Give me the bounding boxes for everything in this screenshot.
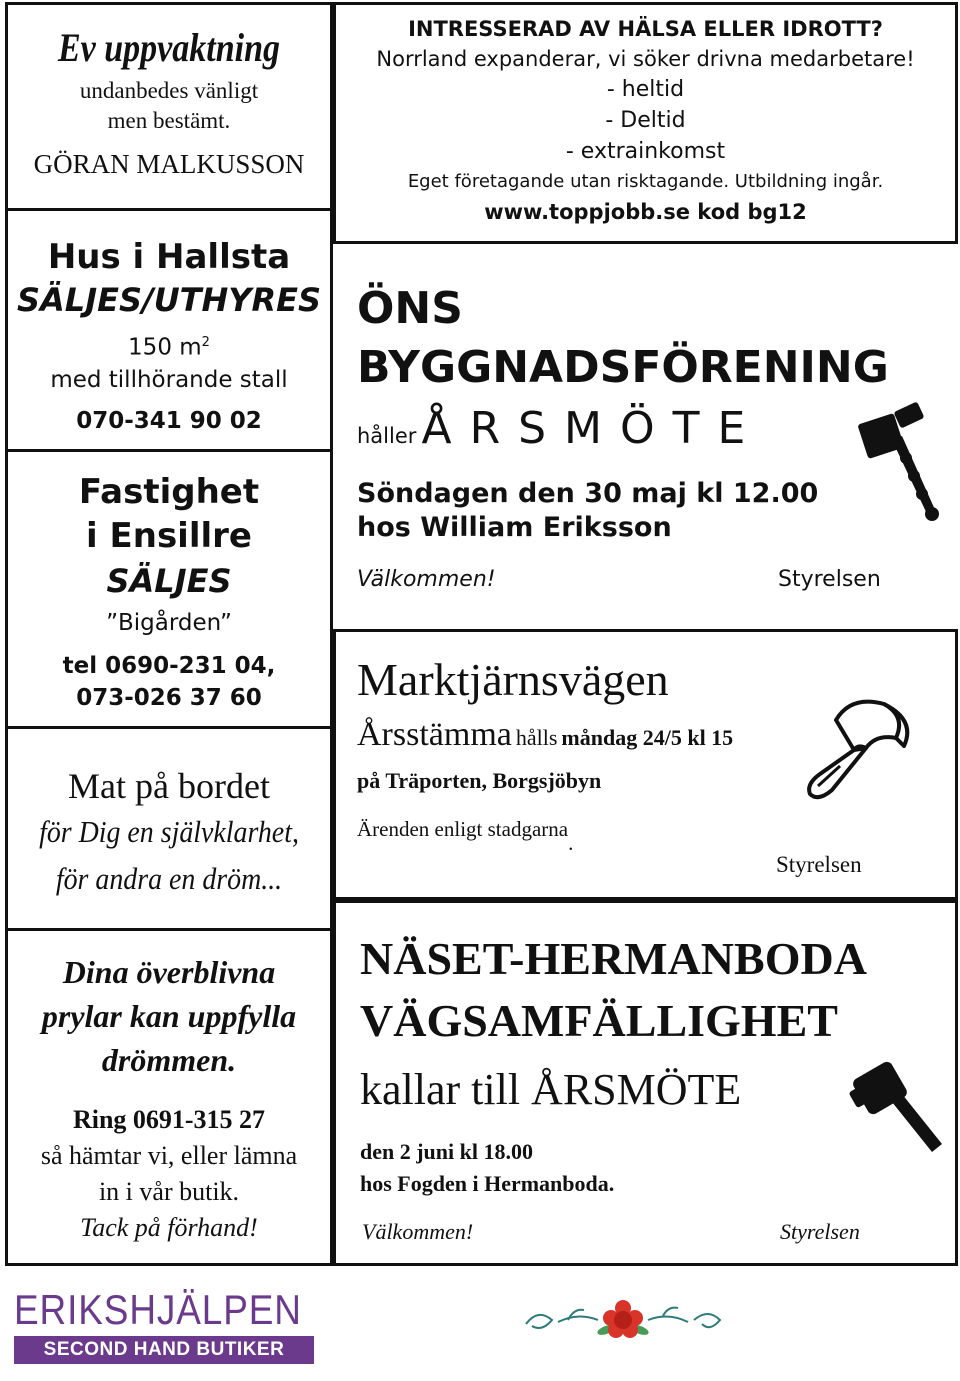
fastighet-phone2: 073-026 37 60 [76, 685, 262, 711]
divider [5, 449, 333, 452]
gavel-icon [848, 1058, 948, 1158]
hus-size [8, 326, 330, 365]
ons-title1: ÖNS [357, 283, 463, 334]
erik-thanks: Tack på förhand! [80, 1213, 258, 1242]
ad-markt [357, 652, 797, 855]
halsa-web: www.toppjobb.se kod bg12 [484, 200, 807, 224]
halsa-intro: Norrland expanderar, vi söker drivna medarbetare! [376, 47, 915, 71]
divider [5, 928, 333, 931]
erik-line1: Dina överblivna [62, 954, 276, 990]
ons-meeting: Å R S M Ö T E [421, 403, 748, 454]
markt-title: Marktjärnsvägen [357, 654, 669, 705]
markt-signed: Styrelsen [776, 852, 862, 877]
halsa-heading: INTRESSERAD AV HÄLSA ELLER IDROTT? [408, 17, 883, 41]
ons-meeting-line [357, 400, 917, 467]
fastighet-line1: Fastighet [78, 472, 260, 512]
halsa-note: Eget företagande utan risktagande. Utbildning ingår. [407, 171, 884, 192]
divider [5, 208, 333, 211]
hus-title: Hus i Hallsta [47, 237, 291, 277]
markt-agenda-line [357, 814, 797, 855]
gavel-icon [858, 400, 948, 525]
markt-meeting-big: Årsstämma [357, 716, 512, 753]
erikshjalpen-logo-name: ERIKSHJÄLPEN [14, 1286, 302, 1333]
ons-place: hos William Eriksson [357, 512, 672, 543]
naset-date: den 2 juni kl 18.00 [360, 1139, 533, 1164]
mat-line1: för Dig en självklarhet, [39, 814, 299, 849]
ad-halsa [336, 14, 955, 227]
ons-welcome: Välkommen! [357, 567, 496, 592]
naset-welcome: Välkommen! [362, 1219, 474, 1244]
erik-text1: så hämtar vi, eller lämna [40, 1141, 298, 1170]
ad-erikshjalpen [8, 950, 330, 1246]
halsa-opt1: - heltid [606, 77, 685, 102]
markt-agenda-dot: . [568, 831, 574, 855]
erik-line2: prylar kan uppfylla [41, 998, 297, 1034]
uppvaktning-name: GÖRAN MALKUSSON [33, 149, 305, 179]
hus-phone: 070-341 90 02 [76, 407, 262, 434]
uppvaktning-line2: men bestämt. [107, 108, 231, 133]
fastighet-status: SÄLJES [106, 562, 232, 600]
hus-size-sup: 2 [201, 335, 210, 350]
ons-signed: Styrelsen [778, 567, 881, 592]
markt-place: på Träporten, Borgsjöbyn [357, 768, 602, 793]
erik-text2: in i vår butik. [98, 1177, 240, 1206]
fastighet-name: ”Bigården” [106, 610, 232, 636]
erikshjalpen-logo-sub: SECOND HAND BUTIKER [14, 1336, 314, 1364]
fastighet-line2: i Ensillre [86, 516, 252, 556]
hus-status: SÄLJES/UTHYRES [16, 281, 321, 319]
erik-line3: drömmen. [101, 1042, 237, 1078]
markt-agenda: Ärenden enligt stadgarna [357, 817, 569, 841]
ad-hus [8, 236, 330, 437]
markt-meeting-date: måndag 24/5 kl 15 [561, 725, 734, 750]
uppvaktning-line1: undanbedes vänligt [79, 78, 259, 103]
ons-date: Söndagen den 30 maj kl 12.00 [357, 478, 819, 509]
mat-line2: för andra en dröm... [55, 861, 283, 896]
ons-haller: håller [357, 424, 417, 448]
markt-meeting [357, 712, 797, 764]
markt-meeting-rest: hålls [515, 725, 558, 750]
ons-title2: BYGGNADSFÖRENING [357, 342, 889, 393]
erikshjalpen-logo [14, 1286, 316, 1368]
naset-signed: Styrelsen [780, 1219, 860, 1244]
hus-size-value: 150 m [128, 334, 202, 361]
naset-place: hos Fogden i Hermanboda. [360, 1171, 615, 1196]
ad-ons [357, 280, 917, 545]
ad-mat [8, 764, 330, 902]
naset-title1: NÄSET-HERMANBODA [360, 933, 867, 984]
mat-heading: Mat på bordet [68, 766, 270, 806]
ad-uppvaktning [8, 20, 330, 180]
gavel-icon [796, 690, 926, 810]
hus-detail: med tillhörande stall [50, 366, 288, 393]
ad-fastighet [8, 470, 330, 714]
divider [5, 726, 333, 729]
uppvaktning-heading: Ev uppvaktning [58, 25, 280, 70]
halsa-opt3: - extrainkomst [565, 139, 726, 164]
naset-title2: VÄGSAMFÄLLIGHET [360, 995, 838, 1046]
naset-calls: kallar till ÅRSMÖTE [360, 1065, 742, 1114]
halsa-opt2: - Deltid [605, 108, 686, 133]
floral-ornament [518, 1290, 728, 1350]
fastighet-phone1: tel 0690-231 04, [62, 653, 276, 679]
erik-phone: Ring 0691-315 27 [72, 1105, 266, 1134]
